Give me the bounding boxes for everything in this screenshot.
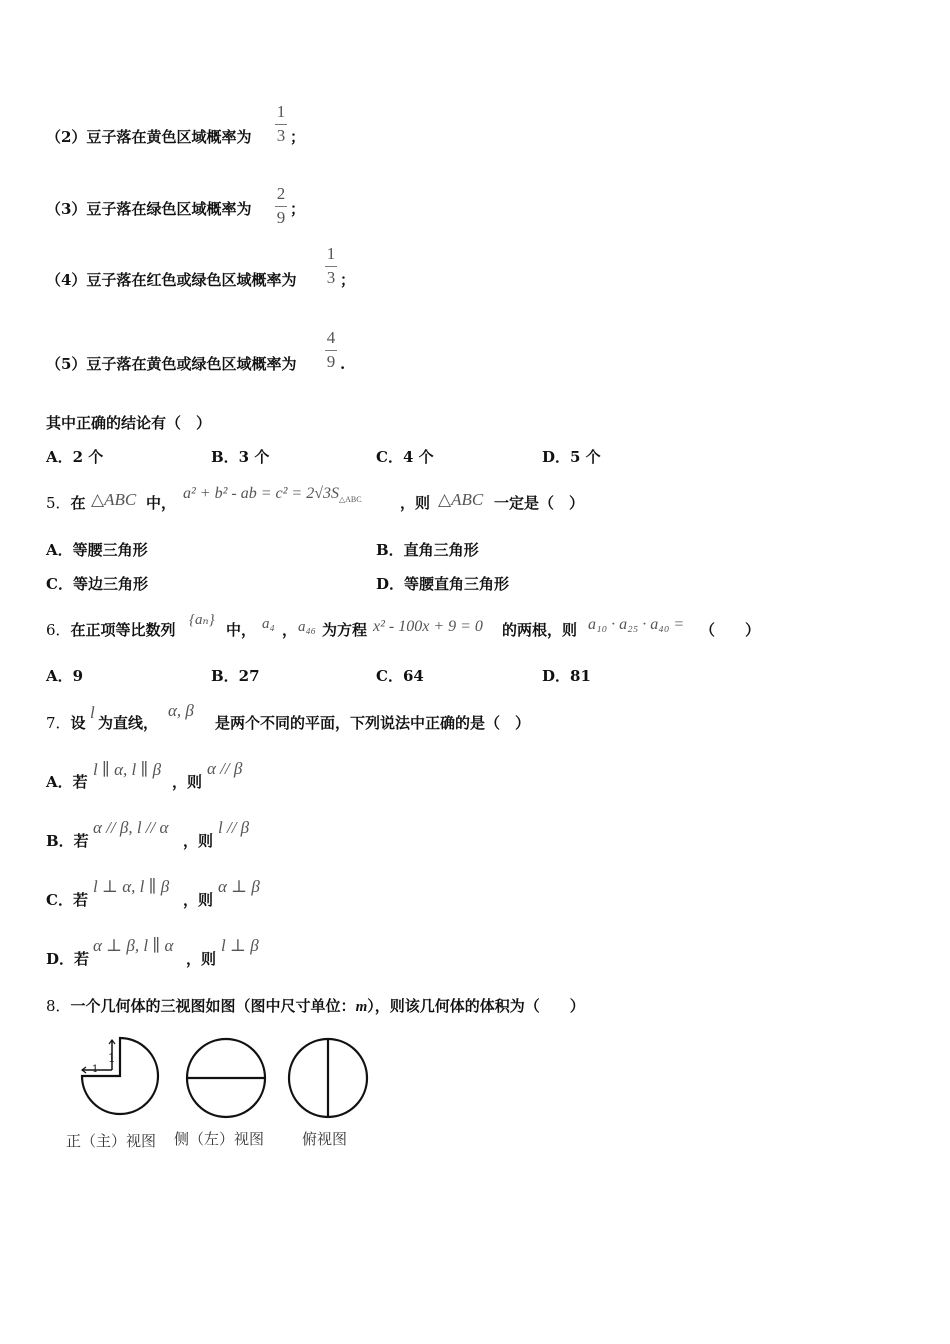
statement-5-end: .: [340, 355, 346, 373]
fraction-2-numerator: 1: [276, 102, 286, 121]
q5-option-a[interactable]: A．等腰三角形: [46, 541, 148, 559]
front-view-outline: [82, 1038, 158, 1114]
q6-a4: a₄: [262, 616, 275, 632]
q6-text-4: 的两根，则: [502, 621, 578, 639]
statement-2: [46, 127, 251, 147]
q7-option-d-condition: α ⊥ β, l ∥ α: [93, 936, 174, 955]
side-view: [187, 1039, 265, 1117]
q4-option-a[interactable]: A．2 个: [46, 448, 104, 466]
q7-line: [46, 713, 86, 733]
q6-equation: x² - 100x + 9 = 0: [373, 618, 483, 635]
q7-option-a-label: A．若: [46, 773, 88, 791]
q5-text-3: ，则: [400, 494, 431, 512]
fraction-4-denominator: 3: [326, 268, 336, 287]
statement-3-end: ；: [290, 200, 306, 218]
fraction-2-denominator: 3: [276, 126, 286, 145]
fraction-bar: [275, 206, 287, 207]
q7-option-c-result: α ⊥ β: [218, 877, 260, 896]
statement-2-end: ；: [290, 128, 306, 146]
fraction-3-numerator: 2: [276, 184, 286, 203]
q5-triangle-1: △ABC: [91, 490, 137, 509]
q6-number: 6．: [46, 621, 71, 639]
q4-option-c[interactable]: C．4 个: [376, 448, 434, 466]
statement-4: [46, 270, 296, 290]
q5-option-c[interactable]: C．等边三角形: [46, 575, 148, 593]
front-view: [82, 1038, 158, 1114]
q6-a46: a₄₆: [298, 619, 316, 635]
q7-text-2: 为直线，: [98, 714, 159, 732]
q8-text-2: ），则该几何体的体积为（ ）: [367, 997, 585, 1015]
fraction-bar: [325, 350, 337, 351]
q5-text-2: 中，: [146, 494, 177, 512]
q5-number: 5．: [46, 494, 71, 512]
side-view-label: 侧（左）视图: [174, 1130, 265, 1148]
statement-3-text: （3）豆子落在绿色区域概率为: [46, 200, 252, 218]
q7-option-a-then: ，则: [172, 773, 203, 791]
q6-option-b[interactable]: B．27: [211, 667, 260, 685]
statement-4-end: ；: [340, 271, 356, 289]
q7-option-c-label: C．若: [46, 891, 88, 909]
q5-triangle-2: △ABC: [438, 490, 484, 509]
fraction-5-numerator: 4: [326, 328, 336, 347]
q6-text-2: 中，: [226, 621, 257, 639]
q6-option-d[interactable]: D．81: [542, 667, 591, 685]
q7-option-b-condition: α // β, l // α: [93, 818, 169, 837]
q6-product: a₁₀ · a₂₅ · a₄₀ =: [588, 616, 685, 633]
three-view-figure: [60, 1034, 380, 1154]
q7-l: l: [90, 703, 95, 722]
dimension-label-vertical: 1: [108, 1051, 116, 1065]
q6-line: [46, 620, 176, 640]
q7-option-c-then: ，则: [183, 891, 214, 909]
q5-equation-subscript: △ABC: [339, 495, 362, 504]
q7-option-d[interactable]: [46, 949, 89, 969]
q7-option-b-label: B．若: [46, 832, 89, 850]
q6-option-c[interactable]: C．64: [376, 667, 424, 685]
q8-text-1: 一个几何体的三视图如图（图中尺寸单位：: [70, 997, 356, 1015]
q7-option-b[interactable]: [46, 831, 89, 851]
q6-text-5: （ ）: [700, 621, 761, 639]
q5-text-1: 在: [70, 494, 86, 512]
q7-option-d-result: l ⊥ β: [221, 936, 259, 955]
q5-equation-text: a² + b² - ab = c² = 2√3S: [183, 485, 339, 502]
q7-number: 7．: [46, 714, 71, 732]
q5-equation: [183, 484, 362, 510]
q6-option-a[interactable]: A．9: [46, 667, 84, 685]
q6-sequence: {aₙ}: [189, 612, 215, 628]
q7-option-a[interactable]: [46, 772, 88, 792]
q6-text-1: 在正项等比数列: [70, 621, 176, 639]
q7-option-b-then: ，则: [183, 832, 214, 850]
q4-option-d[interactable]: D．5 个: [542, 448, 601, 466]
q7-option-a-result: α // β: [207, 759, 243, 778]
q7-option-b-result: l // β: [218, 818, 250, 837]
q7-text-3: 是两个不同的平面，下列说法中正确的是（ ）: [215, 714, 531, 732]
fraction-3-denominator: 9: [276, 208, 286, 227]
q4-stem: 其中正确的结论有（ ）: [46, 414, 212, 432]
statement-5: [46, 354, 296, 374]
q6-text-3: 为方程: [322, 621, 368, 639]
q7-option-a-condition: l ∥ α, l ∥ β: [93, 760, 162, 779]
q5-option-d[interactable]: D．等腰直角三角形: [376, 575, 510, 593]
q8-number: 8．: [46, 997, 71, 1015]
statement-5-text: （5）豆子落在黄色或绿色区域概率为: [46, 355, 297, 373]
q5-text-4: 一定是（ ）: [494, 494, 585, 512]
q5-option-b[interactable]: B．直角三角形: [376, 541, 479, 559]
statement-4-text: （4）豆子落在红色或绿色区域概率为: [46, 271, 297, 289]
fraction-bar: [275, 124, 287, 125]
q5-line: [46, 493, 86, 513]
q4-option-b[interactable]: B．3 个: [211, 448, 270, 466]
fraction-bar: [325, 266, 337, 267]
front-view-label: 正（主）视图: [66, 1132, 157, 1150]
q7-option-d-then: ，则: [186, 950, 217, 968]
q8-line: [46, 996, 585, 1017]
statement-3: [46, 199, 251, 219]
q8-unit: m: [355, 999, 368, 1015]
fraction-4-numerator: 1: [326, 244, 336, 263]
top-view-label: 俯视图: [302, 1130, 348, 1148]
q7-alpha-beta: α, β: [168, 701, 194, 720]
q7-option-c[interactable]: [46, 890, 88, 910]
q7-option-c-condition: l ⊥ α, l ∥ β: [93, 877, 170, 896]
dimension-label-horizontal: 1: [92, 1064, 99, 1075]
statement-2-text: （2）豆子落在黄色区域概率为: [46, 128, 252, 146]
q7-option-d-label: D．若: [46, 950, 90, 968]
top-view: [289, 1039, 367, 1117]
q7-text-1: 设: [70, 714, 86, 732]
fraction-5-denominator: 9: [326, 352, 336, 371]
q6-comma: ，: [282, 621, 298, 639]
